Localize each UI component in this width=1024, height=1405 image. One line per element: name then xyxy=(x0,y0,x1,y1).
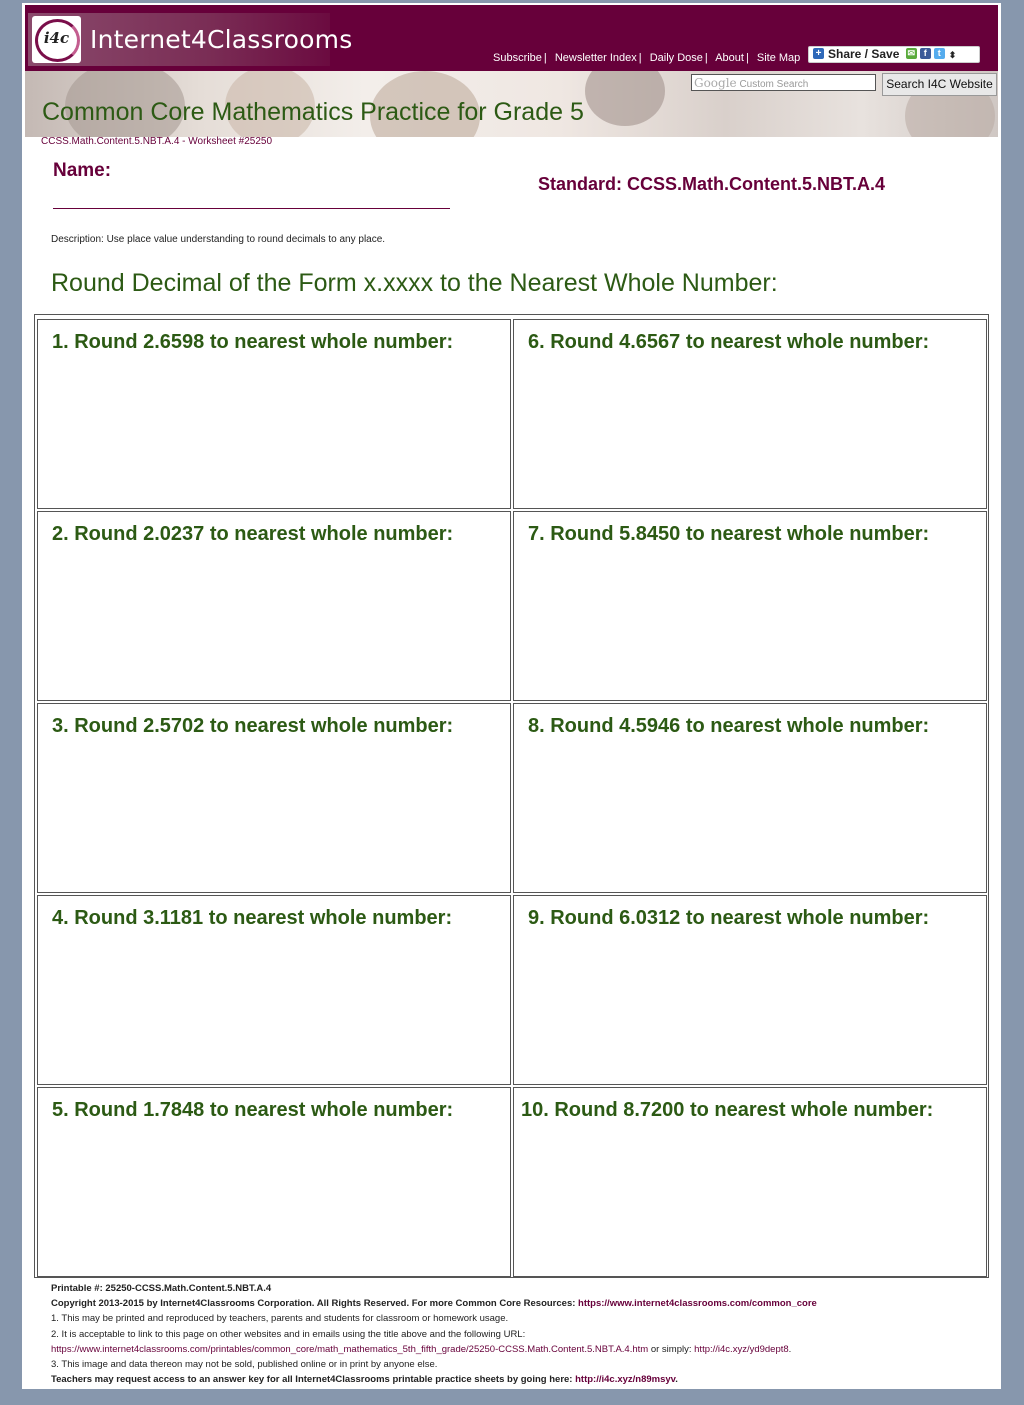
problem-question: 10. Round 8.7200 to nearest whole number: xyxy=(521,1099,934,1121)
problem-cell xyxy=(37,895,511,1085)
common-core-link[interactable]: https://www.internet4classrooms.com/common_core xyxy=(578,1298,817,1310)
problem-question: 9. Round 6.0312 to nearest whole number: xyxy=(528,907,930,929)
section-heading: Round Decimal of the Form x.xxxx to the Nearest Whole Number: xyxy=(51,269,778,297)
nav-site-map[interactable]: Site Map xyxy=(756,52,801,64)
answer-key-link[interactable]: http://i4c.xyz/n89msyv xyxy=(575,1374,676,1386)
nav-newsletter-index[interactable]: Newsletter Index xyxy=(554,52,637,64)
share-label: Share / Save xyxy=(828,47,900,61)
problem-cell xyxy=(513,511,987,701)
search-button[interactable]: Search I4C Website xyxy=(882,73,997,96)
problem-cell xyxy=(513,703,987,893)
problem-question: 5. Round 1.7848 to nearest whole number: xyxy=(52,1099,454,1121)
share-menu-icon: ⬍ xyxy=(948,50,957,60)
facebook-icon: f xyxy=(920,48,931,59)
problem-question: 3. Round 2.5702 to nearest whole number: xyxy=(52,715,454,737)
period: . xyxy=(788,1343,792,1355)
problem-cell xyxy=(37,319,511,509)
name-line xyxy=(53,208,450,209)
description: Description: Use place value understanding to round decimals to any place. xyxy=(51,234,386,245)
problem-question: 2. Round 2.0237 to nearest whole number: xyxy=(52,523,454,545)
printable-number: Printable #: 25250-CCSS.Math.Content.5.NBT.A.4 xyxy=(51,1283,272,1294)
worksheet-page xyxy=(22,3,1001,1389)
problem-question: 6. Round 4.6567 to nearest whole number: xyxy=(528,331,930,353)
search-placeholder: Custom Search xyxy=(739,79,809,90)
site-header xyxy=(25,5,998,71)
problem-question: 7. Round 5.8450 to nearest whole number: xyxy=(528,523,930,545)
page-title: Common Core Mathematics Practice for Grade 5 xyxy=(42,98,584,126)
page-url-link[interactable]: https://www.internet4classrooms.com/printables/common_core/math_mathematics_5th_fifth_grade/25250-CCSS.Math.Content.5.NBT.A.4.htm xyxy=(51,1343,649,1355)
footer xyxy=(51,1281,817,1387)
name-label: Name: xyxy=(53,160,112,181)
or-simply: or simply: xyxy=(648,1343,695,1355)
share-plus-icon: + xyxy=(813,48,824,59)
copyright: Copyright 2013-2015 by Internet4Classrooms Corporation. All Rights Reserved. For more Common Core Resources: xyxy=(51,1298,576,1310)
note-1: 1. This may be printed and reproduced by teachers, parents and students for classroom or homework usage. xyxy=(51,1313,509,1325)
nav-daily-dose[interactable]: Daily Dose xyxy=(649,52,703,64)
problem-cell xyxy=(513,895,987,1085)
nav-subscribe[interactable]: Subscribe xyxy=(493,52,542,64)
top-navigation: Subscribe | Newsletter Index | Daily Dose | About | Site Map xyxy=(493,52,801,64)
note-2: 2. It is acceptable to link to this page on other websites and in emails using the title above and the following URL: xyxy=(51,1328,526,1340)
logo-mark: i4c xyxy=(43,29,70,47)
header-banner xyxy=(25,71,998,137)
note-3: 3. This image and data thereon may not be sold, published online or in print by anyone else. xyxy=(51,1359,438,1371)
site-name: Internet4Classrooms xyxy=(90,25,353,54)
problem-cell xyxy=(37,1087,511,1277)
site-logo[interactable] xyxy=(28,13,353,66)
problem-question: 4. Round 3.1181 to nearest whole number: xyxy=(52,907,453,929)
twitter-icon: t xyxy=(934,48,945,59)
problem-cell xyxy=(37,703,511,893)
short-url-link[interactable]: http://i4c.xyz/yd9dept8 xyxy=(694,1343,789,1355)
i4c-logo-icon xyxy=(32,16,81,63)
breadcrumb[interactable]: CCSS.Math.Content.5.NBT.A.4 - Worksheet #25250 xyxy=(41,136,273,147)
problem-question: 1. Round 2.6598 to nearest whole number: xyxy=(52,331,454,353)
nav-about[interactable]: About xyxy=(715,52,744,64)
problem-question: 8. Round 4.5946 to nearest whole number: xyxy=(528,715,930,737)
standard-label: Standard: CCSS.Math.Content.5.NBT.A.4 xyxy=(538,174,886,194)
problem-cell xyxy=(513,1087,987,1277)
search-input[interactable] xyxy=(691,74,876,91)
google-logo: Google xyxy=(694,76,737,90)
problem-cell xyxy=(513,319,987,509)
problems-grid xyxy=(34,314,989,1278)
answer-key-text: Teachers may request access to an answer key for all Internet4Classrooms printable practice sheets by going here: xyxy=(51,1374,576,1386)
problem-cell xyxy=(37,511,511,701)
share-save-button[interactable] xyxy=(808,46,980,63)
share-email-icon: ✉ xyxy=(907,48,915,58)
period: . xyxy=(675,1374,678,1386)
